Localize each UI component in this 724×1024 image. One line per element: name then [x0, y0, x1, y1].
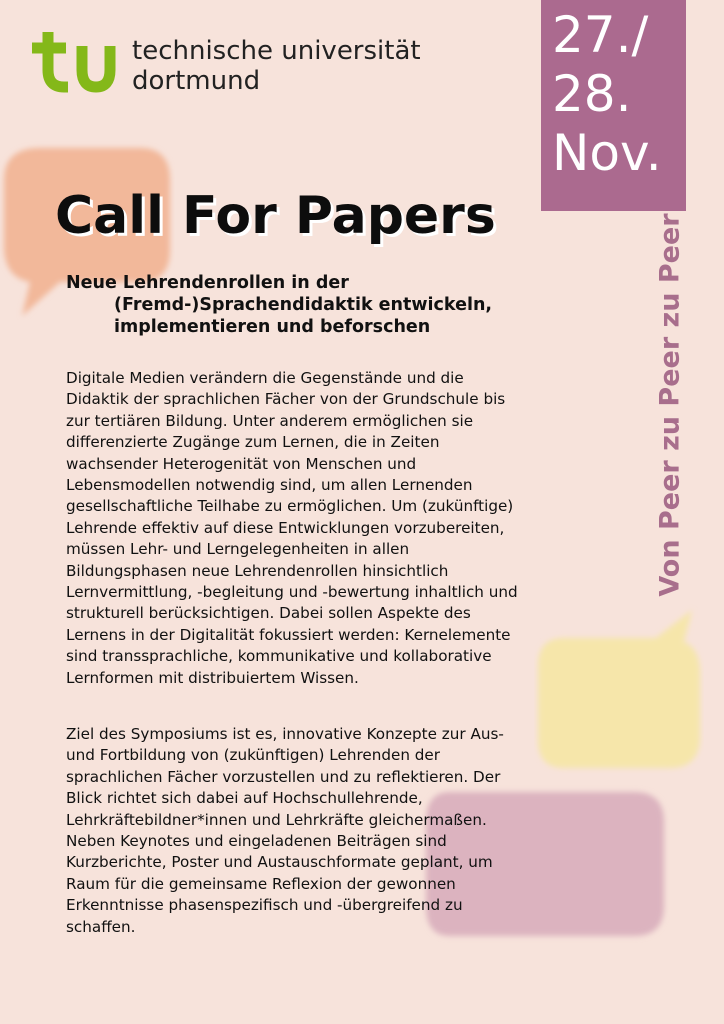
subtitle-line1: Neue Lehrendenrollen in der: [66, 273, 349, 293]
tu-logo-icon: [30, 30, 116, 94]
university-name-line1: technische universität: [132, 36, 421, 66]
date-line2: 28.: [552, 65, 632, 123]
date-line3: Nov.: [552, 124, 662, 182]
date-box: [541, 0, 686, 211]
subtitle: [66, 272, 526, 338]
yellow-speech-bubble: [534, 604, 704, 774]
vertical-slogan-text: Von Peer zu Peer zu Peer: [654, 213, 686, 597]
page-title: Call For Papers: [55, 186, 496, 246]
body-paragraph-2: Ziel des Symposiums ist es, innovative Konzepte zur Aus- und Fortbildung von (zukünftigen) Lehrenden der sprachlichen Fächer vorzustellen und zu reflektieren. Der Blick richtet sich dabei auf Hochschullehrende, Lehrkräftebildner*innen und Lehrkräfte gleichermaßen. Neben Keynotes und eingeladenen Beiträgen sind Kurzberichte, Poster und Austauschformate geplant, um Raum für die gemeinsame Reflexion der gewonnen Erkenntnisse phasenspezifisch und -übergreifend zu schaffen.: [66, 725, 504, 936]
body-paragraph-1: Digitale Medien verändern die Gegenstände und die Didaktik der sprachlichen Fächer von der Grundschule bis zur tertiären Bildung. Unter anderem ermöglichen sie differenzierte Zugänge zum Lernen, die in Zeiten wachsender Heterogenität von Menschen und Lebensmodellen notwendig sind, um allen Lernenden gesellschaftliche Teilhabe zu ermöglichen. Um (zukünftige) Lehrende effektiv auf diese Entwicklungen vorzubereiten, müssen Lehr- und Lerngelegenheiten in allen Bildungsphasen neue Lehrendenrollen hinsichtlich Lernvermittlung, -begleitung und -bewertung inhaltlich und strukturell berücksichtigen. Dabei sollen Aspekte des Lernens in der Digitalität fokussiert werden: Kernelemente sind transsprachliche, kommunikative und kollaborative Lernformen mit distribuiertem Wissen.: [66, 369, 518, 687]
university-name: [132, 36, 421, 96]
subtitle-line3: implementieren und beforschen: [114, 317, 431, 337]
subtitle-line2: (Fremd-)Sprachendidaktik entwickeln,: [114, 295, 493, 315]
vertical-slogan: [652, 213, 688, 597]
university-name-line2: dortmund: [132, 66, 261, 96]
date-line1: 27./: [552, 6, 649, 64]
